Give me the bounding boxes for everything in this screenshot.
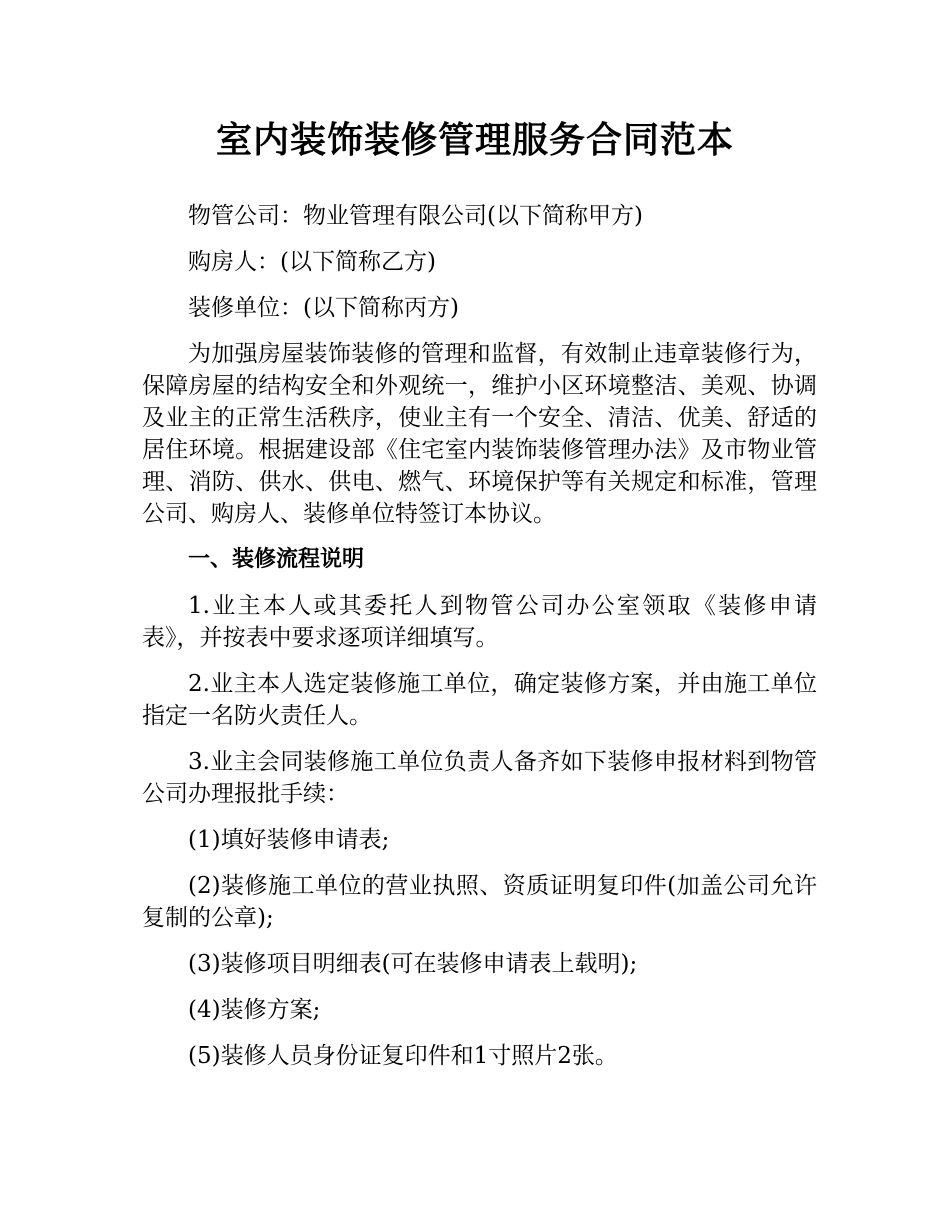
sub-list-item: (3)装修项目明细表(可在装修申请表上载明);: [188, 951, 638, 977]
party-contractor: 装修单位：(以下简称丙方): [188, 295, 459, 321]
party-company: 物管公司：物业管理有限公司(以下简称甲方): [188, 203, 643, 229]
sub-list-item: (5)装修人员身份证复印件和1寸照片2张。: [188, 1043, 618, 1069]
sub-list-item: (4)装修方案;: [188, 997, 321, 1023]
sub-list-item: (2)装修施工单位的营业执照、资质证明复印件(加盖公司允许复制的公章);: [142, 873, 817, 931]
sub-list-item: (1)填好装修申请表;: [188, 827, 390, 853]
party-buyer: 购房人：(以下简称乙方): [188, 249, 436, 275]
list-item: 1.业主本人或其委托人到物管公司办公室领取《装修申请表》，并按表中要求逐项详细填写。: [142, 593, 817, 651]
list-item: 2.业主本人选定装修施工单位，确定装修方案，并由施工单位指定一名防火责任人。: [142, 671, 817, 729]
document-title: 室内装饰装修管理服务合同范本: [215, 120, 734, 161]
intro-paragraph: 为加强房屋装饰装修的管理和监督，有效制止违章装修行为，保障房屋的结构安全和外观统一，维护小区环境整洁、美观、协调及业主的正常生活秩序，使业主有一个安全、清洁、优美、舒适的居住环境。根据建设部《住宅室内装饰装修管理办法》及市物业管理、消防、供水、供电、燃气、环境保护等有关规定和标准，管理公司、购房人、装修单位特签订本协议。: [142, 341, 817, 527]
section-heading: 一、装修流程说明: [188, 547, 365, 572]
document-body: [142, 200, 817, 1086]
list-item: 3.业主会同装修施工单位负责人备齐如下装修申报材料到物管公司办理报批手续：: [142, 749, 817, 807]
